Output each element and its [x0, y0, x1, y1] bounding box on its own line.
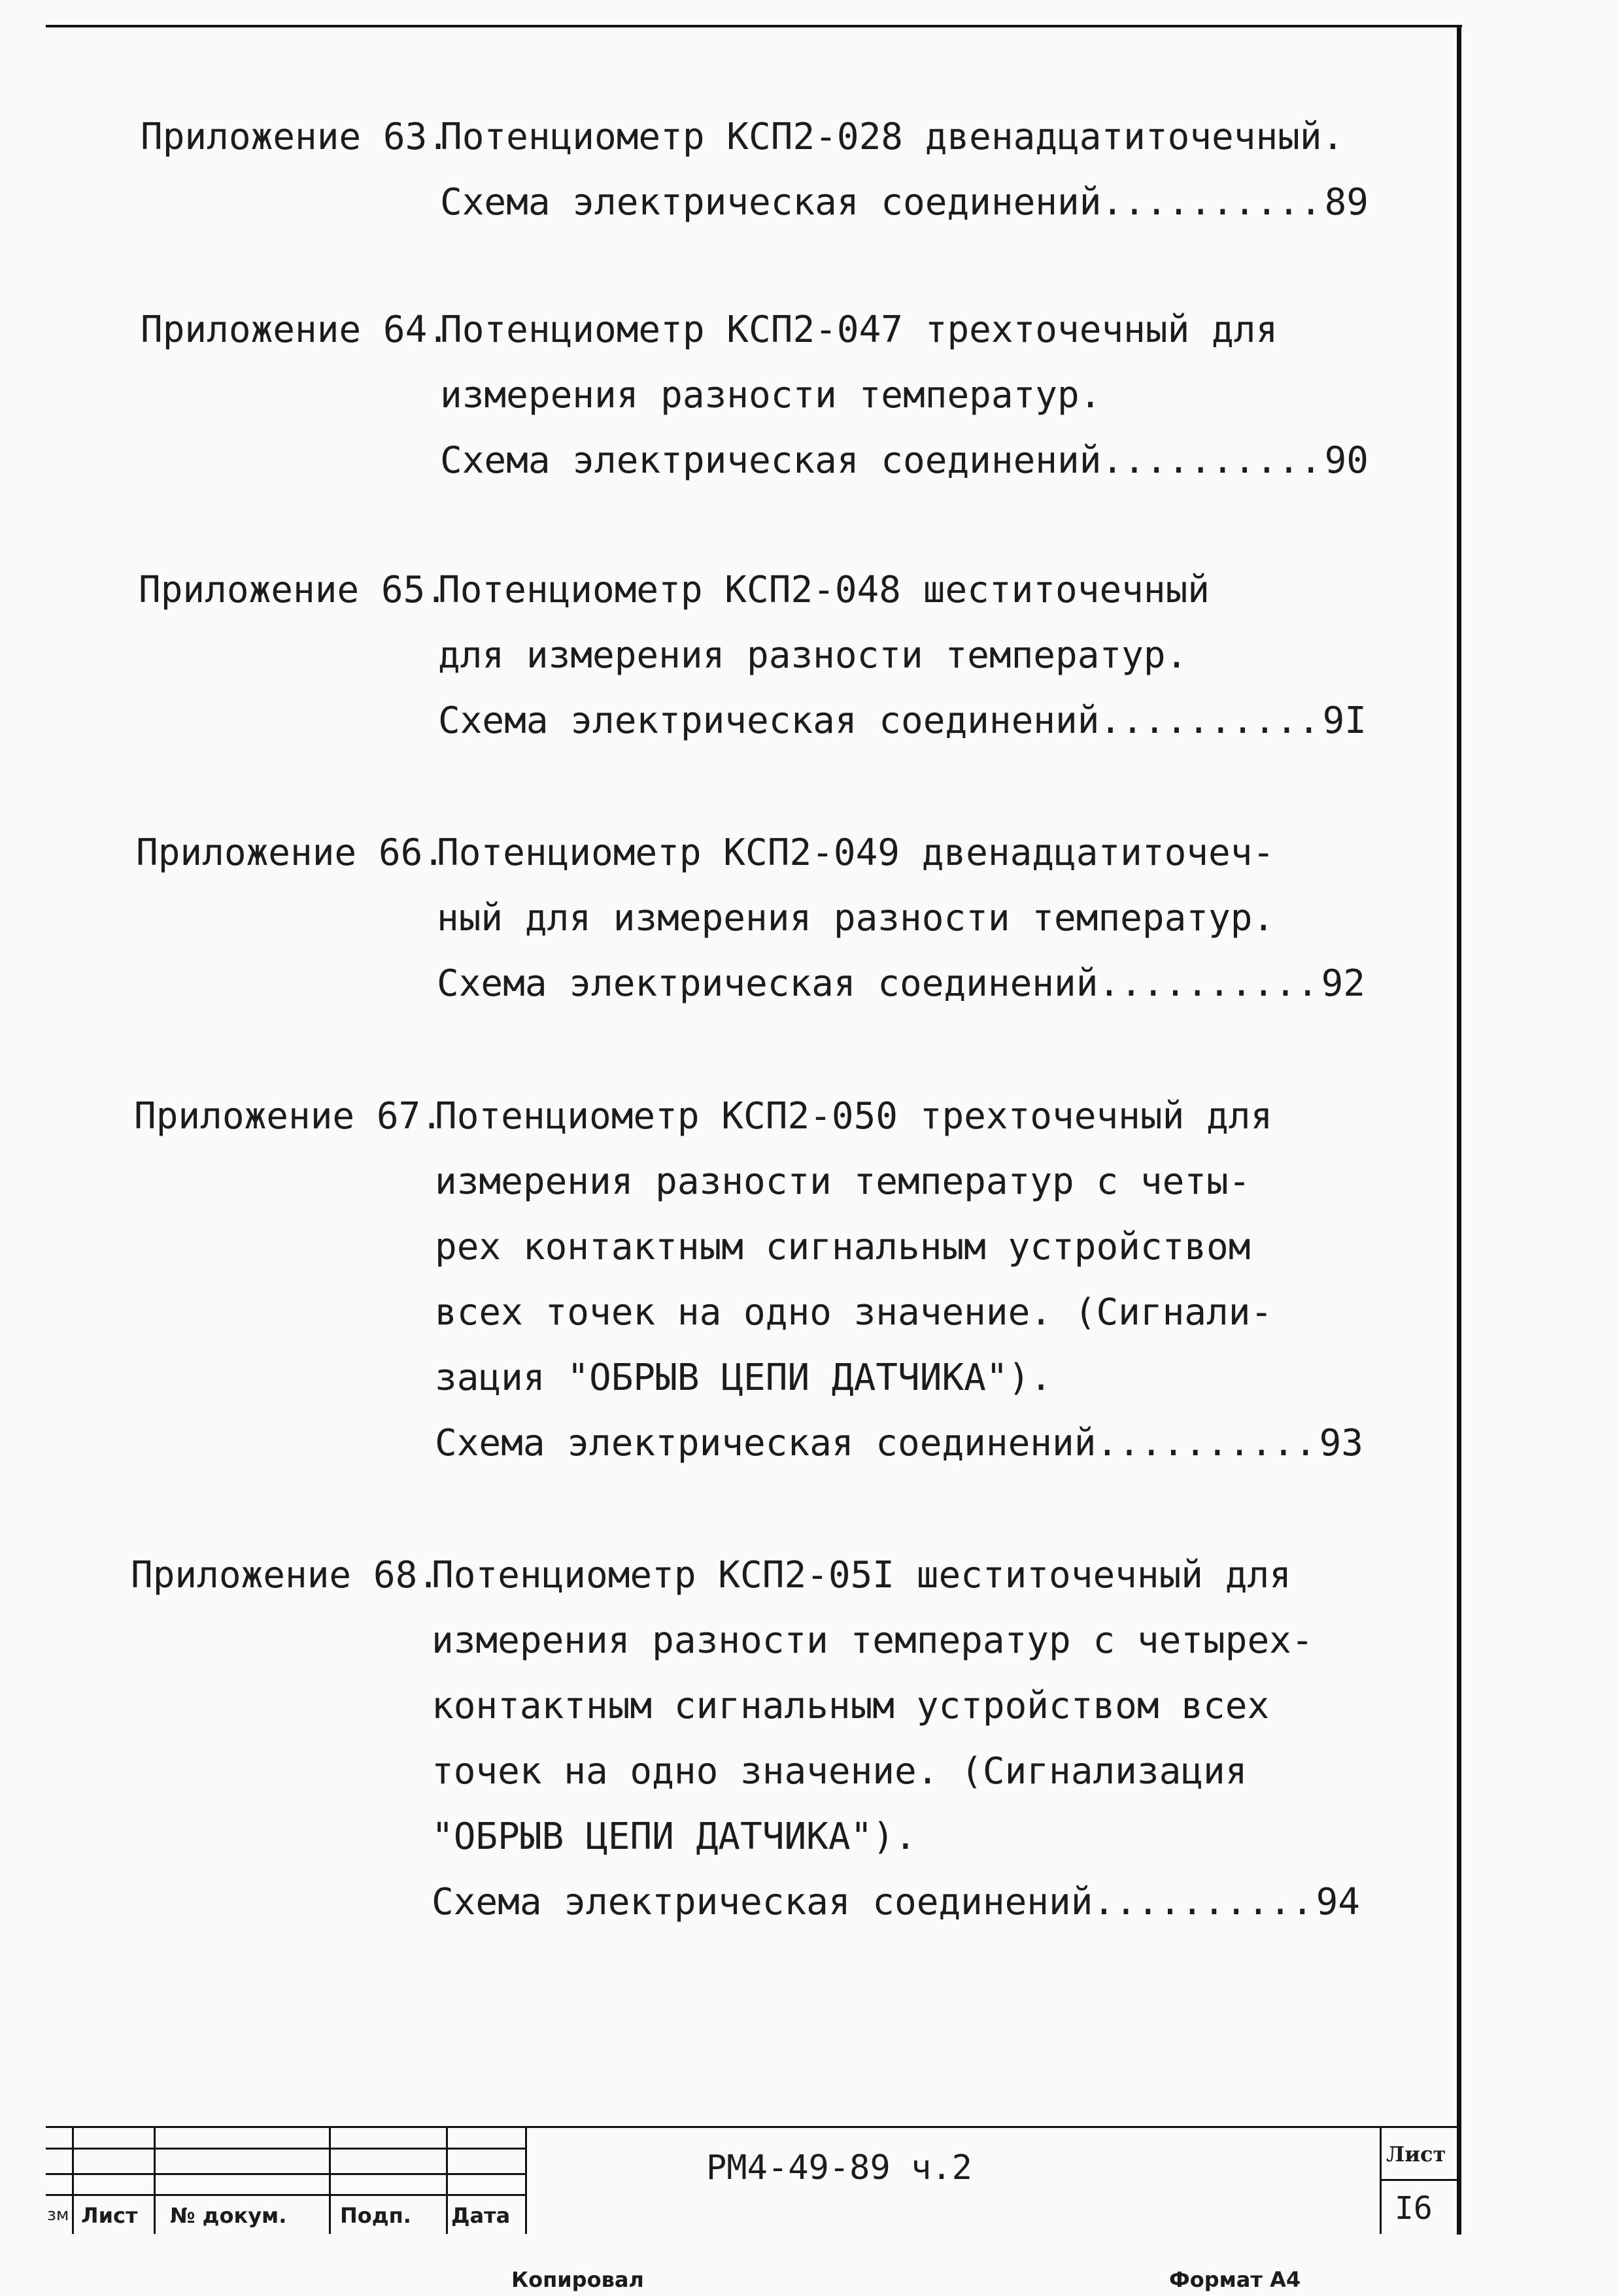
entry-text: [432, 1543, 1360, 1935]
dot-leader: [1096, 1411, 1311, 1476]
stamp-line: [525, 2126, 527, 2234]
entry-last-line: [438, 688, 1367, 754]
sheet-number: I6: [1395, 2190, 1433, 2227]
entry-page-number: 93: [1319, 1422, 1363, 1464]
entry-line: ный для измерения разности температур.: [437, 897, 1275, 939]
stamp-line: [72, 2126, 74, 2234]
document-number: РМ4-49-89 ч.2: [706, 2148, 972, 2187]
entry-label: Приложение 64.: [141, 309, 450, 351]
entry-last-line: [437, 951, 1365, 1017]
stamp-line: [1380, 2179, 1457, 2181]
entry-label: Приложение 67.: [134, 1095, 443, 1138]
entry-text: [435, 1084, 1363, 1476]
entry-text: [437, 820, 1365, 1017]
stamp-header-date: Дата: [451, 2203, 511, 2228]
entry-page-number: 92: [1321, 962, 1365, 1005]
stamp-header-change: зм: [47, 2205, 69, 2225]
entry-line: Потенциометр КСП2-047 трехточечный для: [440, 309, 1278, 351]
frame-top-border: [46, 25, 1462, 27]
title-block: [46, 2126, 1461, 2237]
entry-page-number: 9I: [1322, 700, 1367, 742]
dot-leader: [1099, 688, 1314, 754]
dot-leader: [1101, 428, 1316, 494]
footer-format: Формат А4: [1169, 2267, 1301, 2292]
entry-line: "ОБРЫВ ЦЕПИ ДАТЧИКА").: [432, 1815, 917, 1858]
stamp-header-signature: Подп.: [340, 2203, 411, 2228]
entry-caption: Схема электрическая соединений: [437, 962, 1098, 1005]
entry-caption: Схема электрическая соединений: [432, 1881, 1093, 1923]
frame-right-border: [1457, 25, 1461, 2235]
entry-line: Потенциометр КСП2-048 шеститочечный: [438, 569, 1210, 611]
entry-text: [438, 558, 1367, 754]
entry-line: Потенциометр КСП2-028 двенадцатиточечный.: [440, 116, 1344, 158]
stamp-line: [1380, 2126, 1382, 2234]
entry-line: Потенциометр КСП2-050 трехточечный для: [435, 1095, 1273, 1138]
stamp-line: [329, 2126, 331, 2234]
entry-line: зация "ОБРЫВ ЦЕПИ ДАТЧИКА").: [435, 1357, 1053, 1399]
entry-line: измерения разности температур с четырех-: [432, 1619, 1314, 1662]
sheet-label: Лист: [1386, 2142, 1446, 2167]
stamp-header-document: № докум.: [170, 2203, 287, 2228]
entry-caption: Схема электрическая соединений: [438, 700, 1100, 742]
stamp-header-sheet: Лист: [81, 2203, 138, 2228]
entry-text: [440, 105, 1369, 235]
dot-leader: [1101, 170, 1316, 235]
entry-line: рех контактным сигнальным устройством: [435, 1226, 1251, 1268]
entry-last-line: [432, 1870, 1360, 1935]
entry-caption: Схема электрическая соединений: [440, 439, 1102, 482]
entry-label: Приложение 66.: [136, 832, 445, 874]
entry-page-number: 89: [1324, 181, 1369, 224]
dot-leader: [1093, 1870, 1308, 1935]
entry-last-line: [435, 1411, 1363, 1476]
entry-line: Потенциометр КСП2-049 двенадцатиточеч-: [437, 832, 1275, 874]
entry-line: измерения разности температур с четы-: [435, 1160, 1251, 1203]
stamp-line: [46, 2126, 1457, 2128]
footer-copied: Копировал: [511, 2267, 644, 2292]
entry-caption: Схема электрическая соединений: [435, 1422, 1097, 1464]
entry-label: Приложение 65.: [139, 569, 448, 611]
entry-line: Потенциометр КСП2-05I шеститочечный для: [432, 1554, 1291, 1596]
entry-last-line: [440, 428, 1369, 494]
stamp-line: [46, 2173, 526, 2175]
entry-line: измерения разности температур.: [440, 374, 1102, 416]
entry-label: Приложение 63.: [141, 116, 450, 158]
stamp-line: [446, 2126, 448, 2234]
entry-label: Приложение 68.: [131, 1554, 440, 1596]
entry-last-line: [440, 170, 1369, 235]
entry-caption: Схема электрическая соединений: [440, 181, 1102, 224]
entry-page-number: 90: [1324, 439, 1369, 482]
stamp-line: [46, 2148, 526, 2150]
entry-line: всех точек на одно значение. (Сигнали-: [435, 1291, 1273, 1334]
entry-page-number: 94: [1316, 1881, 1360, 1923]
stamp-line: [154, 2126, 156, 2234]
entry-line: контактным сигнальным устройством всех: [432, 1685, 1270, 1727]
entry-line: точек на одно значение. (Сигнализация: [432, 1750, 1248, 1793]
stamp-line: [46, 2194, 526, 2196]
dot-leader: [1098, 951, 1313, 1017]
entry-line: для измерения разности температур.: [438, 634, 1188, 677]
entry-text: [440, 297, 1369, 494]
